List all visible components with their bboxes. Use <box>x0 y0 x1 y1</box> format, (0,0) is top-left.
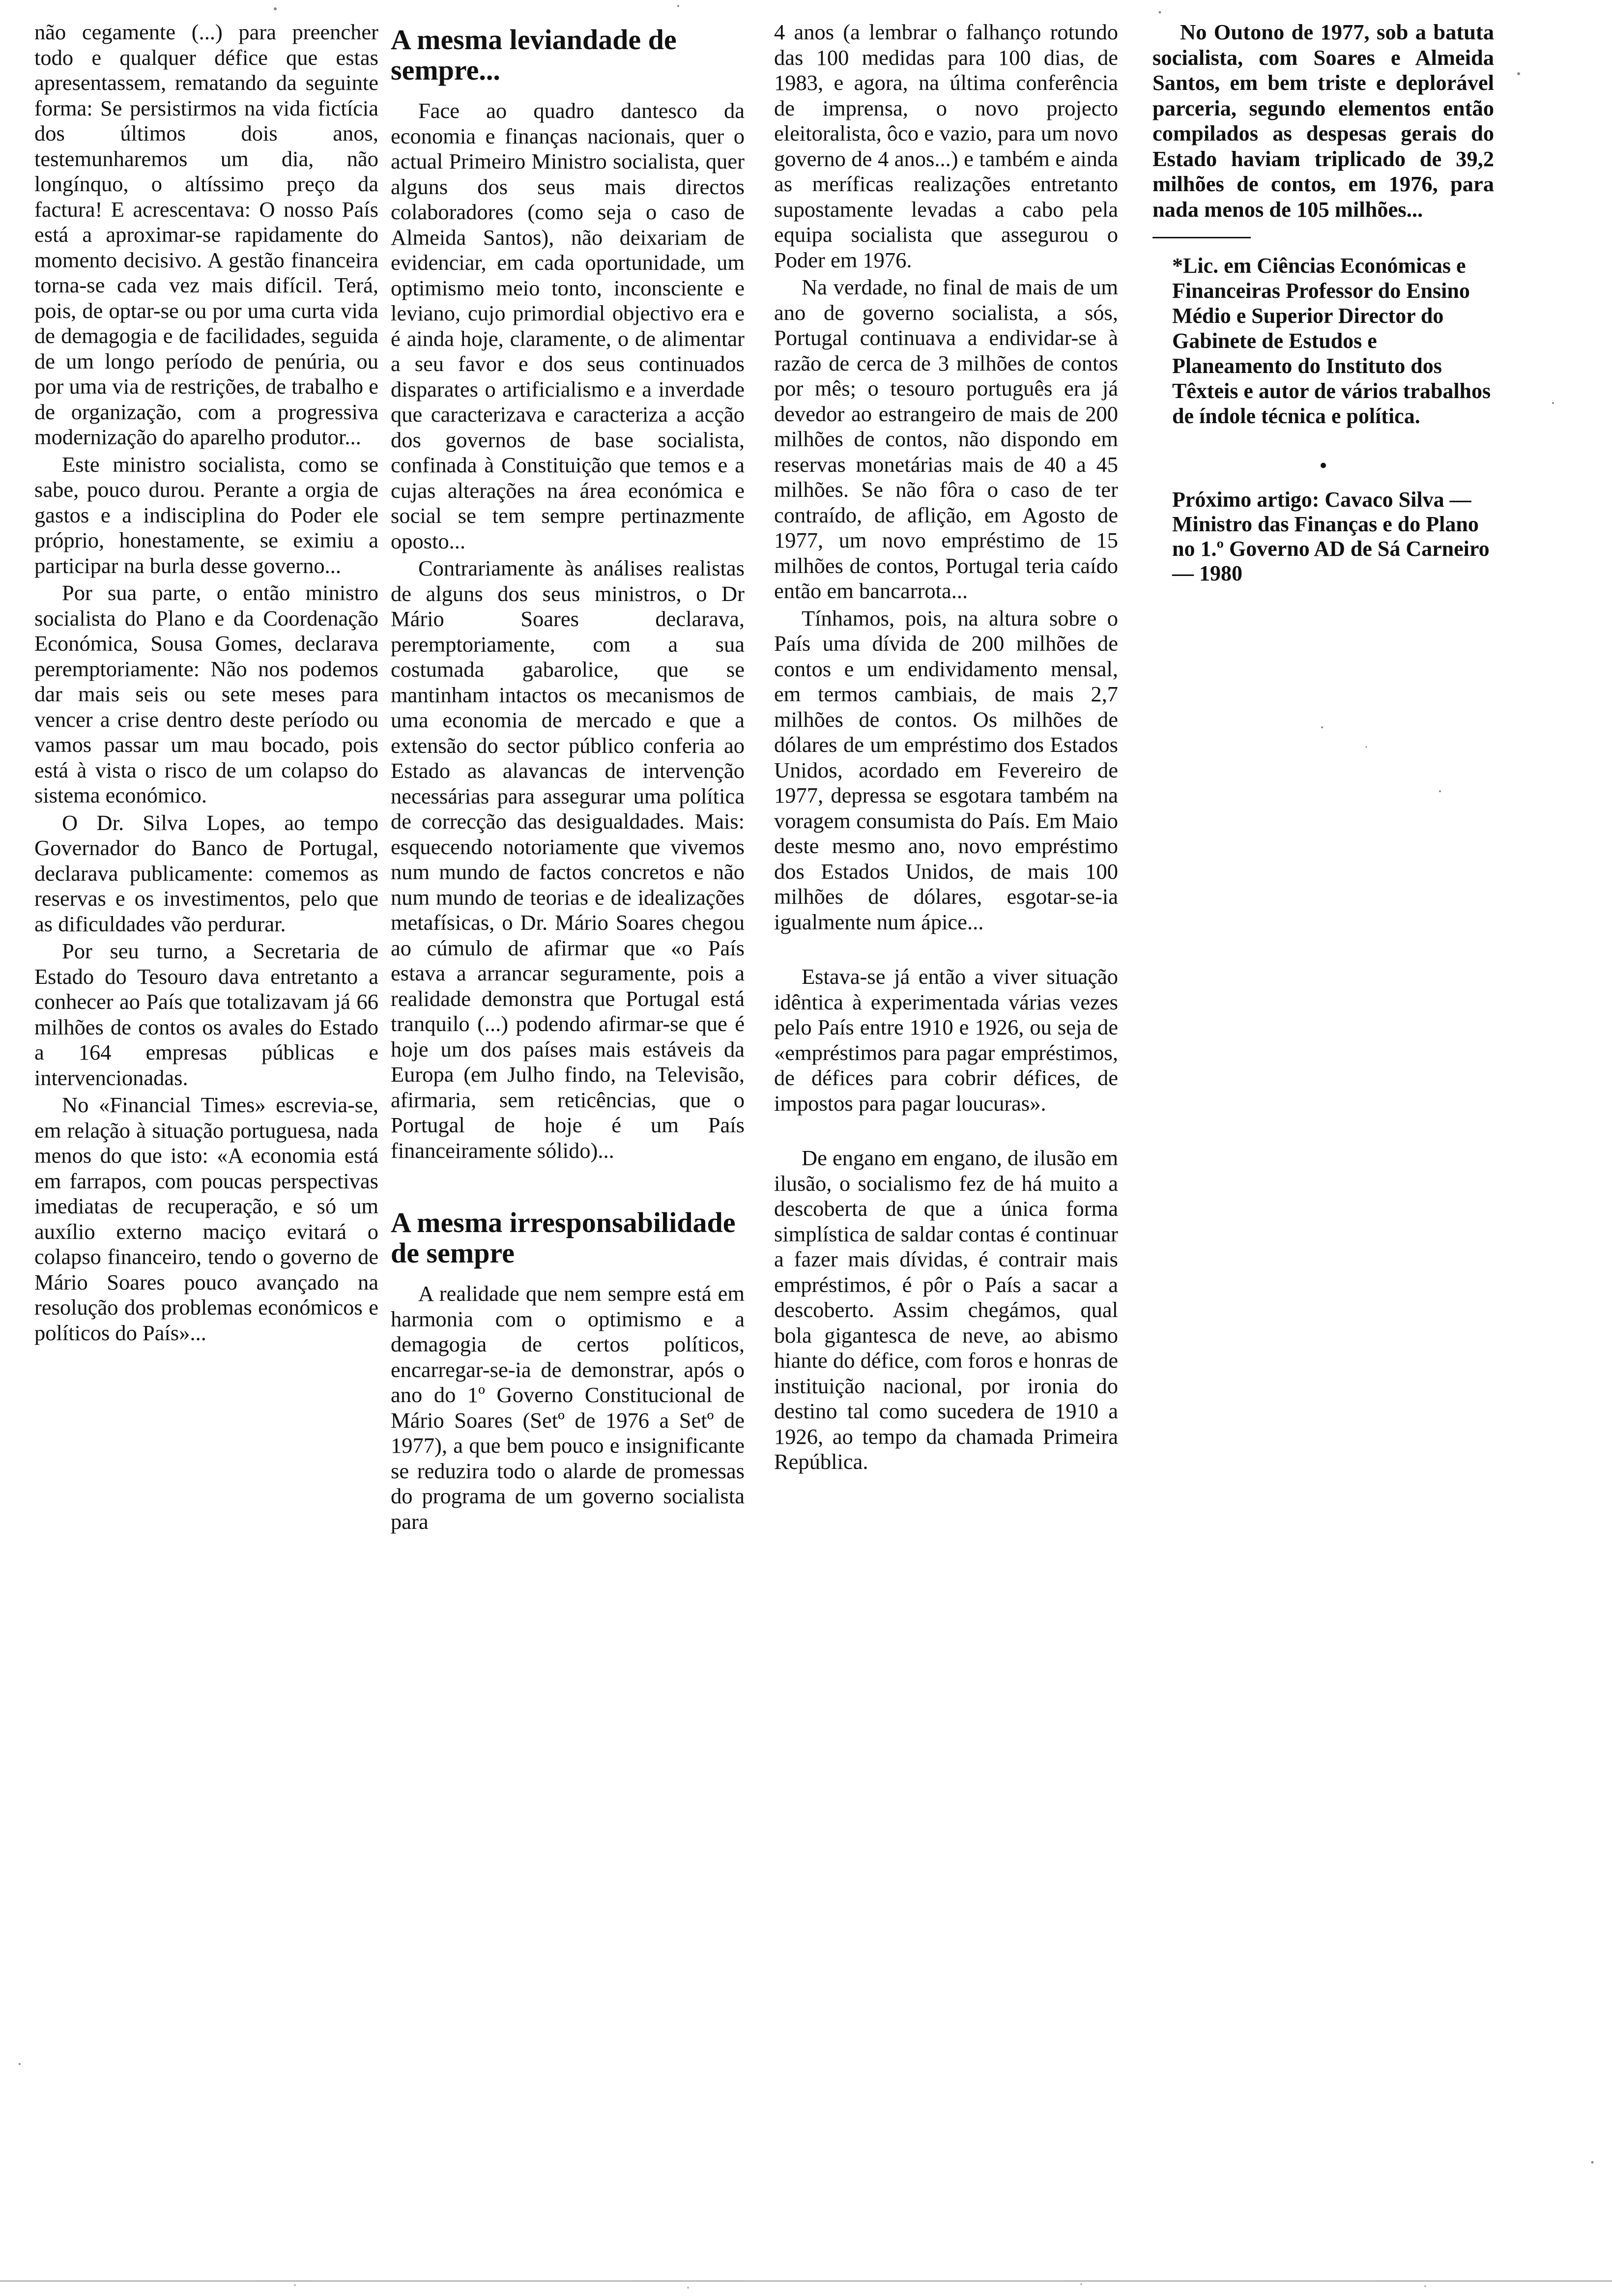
paragraph: não cegamente (...) para preencher todo e qualquer défice que estas apresentassem, rematando da seguinte forma: Se persistirmos na vida fictícia dos últimos dois anos, testemunharemos um dia, não longínquo, o altíssimo preço da factura! E acrescentava: O nosso País está a aproximar-se rapidamente do momento decisivo. A gestão financeira torna-se cada vez mais difícil. Terá, pois, de optar-se ou por uma curta vida de demagogia e de facilidades, seguida de um longo período de penúria, ou por uma via de restrições, de trabalho e de organização, com a progressiva modernização do aparelho produtor... <box>34 20 378 449</box>
section-heading: A mesma leviandade de sempre... <box>391 24 677 86</box>
paragraph: No «Financial Times» escrevia-se, em relação à situação portuguesa, nada menos do que isto: «A economia está em farrapos, com poucas perspectivas imediatas de recuperação, e só um auxílio externo maciço evitará o colapso financeiro, tendo o governo de Mário Soares pouco avançado na resolução dos problemas económicos e políticos do País»... <box>34 1092 378 1345</box>
paragraph: O Dr. Silva Lopes, ao tempo Governador do Banco de Portugal, declarava publicamente: comemos as reservas e os investimentos, pelo que as dificuldades vão perdurar. <box>34 810 378 936</box>
paragraph: Estava-se já então a viver situação idêntica à experimentada várias vezes pelo País entre 1910 e 1926, ou seja de «empréstimos para pagar empréstimos, de défices para cobrir défices, de impostos para pagar loucuras». <box>774 964 1118 1116</box>
column-3 <box>774 20 1118 1477</box>
paragraph: 4 anos (a lembrar o falhanço rotundo das 100 medidas para 100 dias, de 1983, e agora, na última conferência de imprensa, o novo projecto eleitoralista, ôco e vazio, para um novo governo de 4 anos...) e também e ainda as meríficas realizações entretanto supostamente levadas a cabo pela equipa socialista que assegurou o Poder em 1976. <box>774 20 1118 272</box>
paragraph: Na verdade, no final de mais de um ano de governo socialista, a sós, Portugal continuava a endividar-se à razão de cerca de 3 milhões de contos por mês; o tesouro português era já devedor ao estrangeiro de mais de 200 milhões de contos, não dispondo em reservas monetárias mais de 40 a 45 milhões. Se não fôra o caso de ter contraído, de aflição, em Agosto de 1977, um novo empréstimo de 15 milhões de contos, Portugal teria caído então em bancarrota... <box>774 275 1118 603</box>
paragraph: Face ao quadro dantesco da economia e finanças nacionais, quer o actual Primeiro Ministro socialista, quer alguns dos seus mais directos colaboradores (como seja o caso de Almeida Santos), não deixariam de evidenciar, em cada oportunidade, um optimismo meio tonto, inconsciente e leviano, cujo primordial objectivo era e é ainda hoje, claramente, o de alimentar a seu favor e dos seus continuados disparates o artificialismo e a inverdade que caracterizava e caracteriza a acção dos governos de base socialista, confinada à Constituição que temos e a cujas alterações na área económica e social se tem sempre pertinazmente oposto... <box>391 98 745 553</box>
paragraph: Por sua parte, o então ministro socialista do Plano e da Coordenação Económica, Sousa Gomes, declarava peremptoriamente: Não nos podemos dar mais seis ou sete meses para vencer a crise dentro deste período ou vamos passar um mau bocado, pois está à vista o risco de um colapso do sistema económico. <box>34 580 378 807</box>
column-4 <box>1152 20 1494 586</box>
next-article-note: Próximo artigo: Cavaco Silva — Ministro das Finanças e do Plano no 1.º Governo AD de Sá Carneiro — 1980 <box>1172 488 1490 585</box>
author-note: *Lic. em Ciências Económicas e Financeiras Professor do Ensino Médio e Superior Director do Gabinete de Estudos e Planeamento do Instituto dos Têxteis e autor de vários trabalhos de índole técnica e política. <box>1172 254 1491 428</box>
paragraph: Contrariamente às análises realistas de alguns dos seus ministros, o Dr Mário Soares declarava, peremptoriamente, com a sua costumada gabarolice, que se mantinham intactos os mecanismos de uma economia de mercado e que a extensão do sector público conferia ao Estado as alavancas de intervenção necessárias para assegurar uma política de correcção das desigualdades. Mais: esquecendo notoriamente que vivemos num mundo de factos concretos e não num mundo de teorias e de idealizações metafísicas, o Dr. Mário Soares chegou ao cúmulo de afirmar que «o País estava a arrancar seguramente, pois a realidade demonstra que Portugal está tranquilo (...) podendo afirmar-se que é hoje um dos países mais estáveis da Europa (em Julho findo, na Televisão, afirmaria, sem reticências, que o Portugal de hoje é um País financeiramente sólido)... <box>391 556 745 1163</box>
column-2 <box>391 20 745 1536</box>
paragraph: De engano em engano, de ilusão em ilusão, o socialismo fez de há muito a descoberta de que a única forma simplística de saldar contas é continuar a fazer mais dívidas, é contrair mais empréstimos, é pôr o País a sacar a descoberto. Assim chegámos, qual bola gigantesca de neve, ao abismo hiante do défice, com foros e honras de instituição nacional, por ironia do destino tal como sucedera de 1910 a 1926, ao tempo da chamada Primeira República. <box>774 1146 1118 1474</box>
paragraph: Por seu turno, a Secretaria de Estado do Tesouro dava entretanto a conhecer ao País que totalizavam já 66 milhões de contos os avales do Estado a 164 empresas públicas e intervencionadas. <box>34 939 378 1090</box>
bullet-dot: • <box>1319 453 1327 478</box>
paragraph: Este ministro socialista, como se sabe, pouco durou. Perante a orgia de gastos e a indisciplina do Poder ele próprio, honestamente, se eximiu a participar na burla desse governo... <box>34 452 378 578</box>
divider-rule <box>1152 237 1251 238</box>
column-1 <box>34 20 378 1348</box>
paragraph: A realidade que nem sempre está em harmonia com o optimismo e a demagogia de certos políticos, encarregar-se-ia de demonstrar, após o ano do 1º Governo Constitucional de Mário Soares (Setº de 1976 a Setº de 1977), a que bem pouco e insignificante se reduzira todo o alarde de promessas do programa de um governo socialista para <box>391 1281 745 1534</box>
paragraph: No Outono de 1977, sob a batuta socialista, com Soares e Almeida Santos, em bem triste e deplorável parceria, segundo elementos então compilados as despesas gerais do Estado haviam triplicado de 39,2 milhões de contos, em 1976, para nada menos de 105 milhões... <box>1152 20 1494 222</box>
paragraph: Tínhamos, pois, na altura sobre o País uma dívida de 200 milhões de contos e um endividamento mensal, em termos cambiais, de mais 2,7 milhões de contos. Os milhões de dólares de um empréstimo dos Estados Unidos, acordado em Fevereiro de 1977, depressa se esgotara também na voragem consumista do País. Em Maio deste mesmo ano, novo empréstimo dos Estados Unidos, de mais 100 milhões de dólares, esgotar-se-ia igualmente num ápice... <box>774 605 1118 934</box>
section-heading: A mesma irresponsabilidade de sempre <box>391 1206 736 1269</box>
